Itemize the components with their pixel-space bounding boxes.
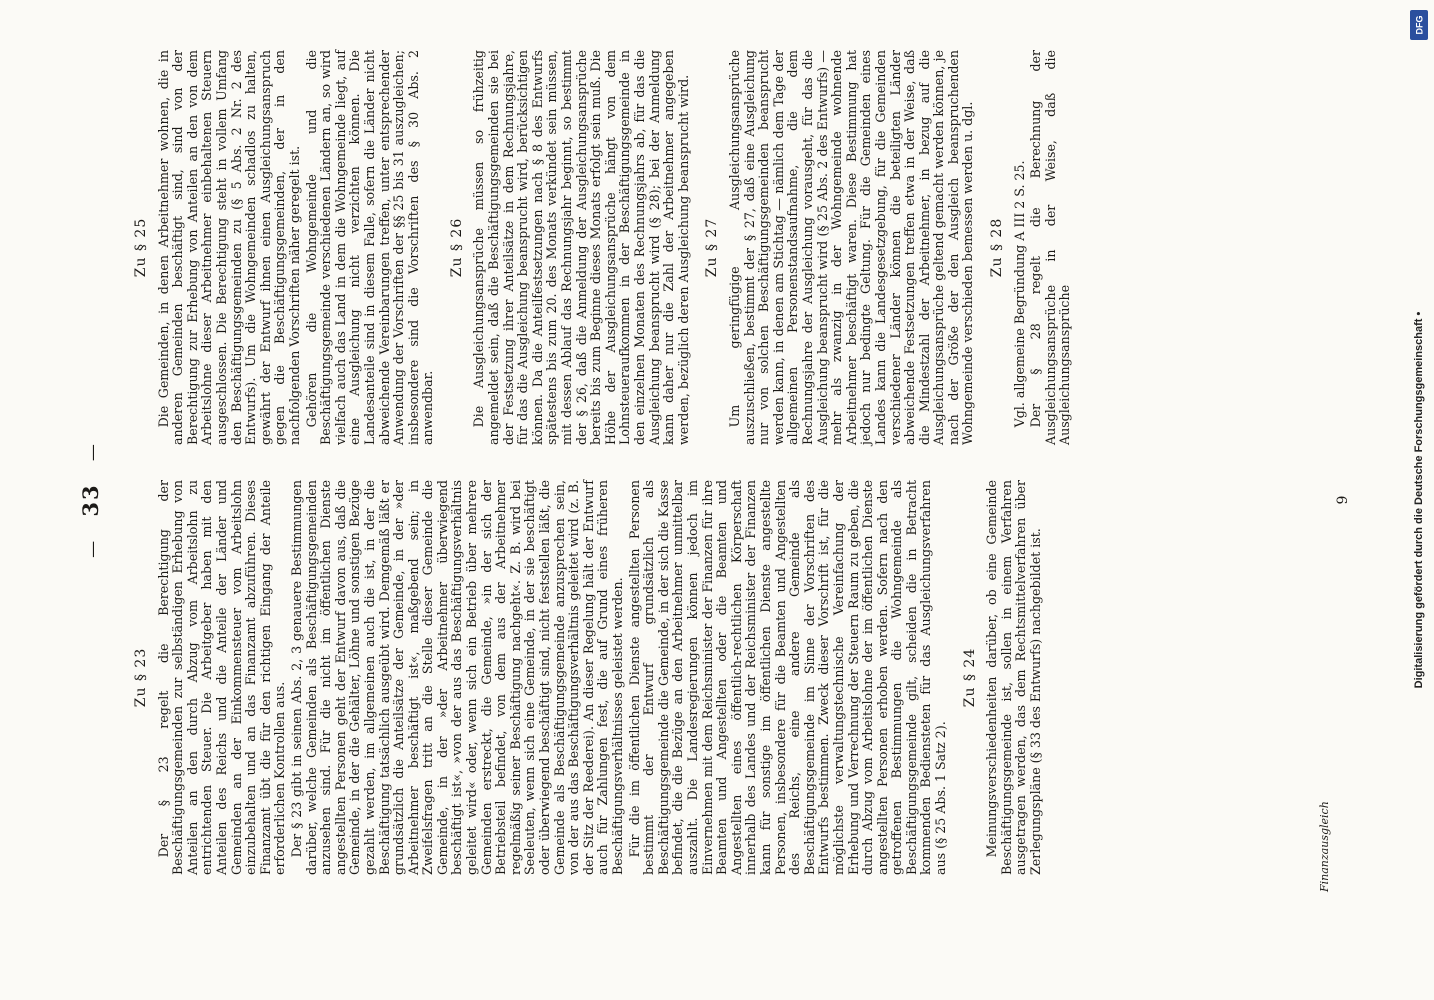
- paragraph: Die Ausgleichungsansprüche müssen so frühzeitig angemeldet sein, daß die Beschäftigungsgemeinden sie bei der Festsetzung ihrer Anteilsätze in dem Rechnungsjahre, für das die Ausgleichung beansprucht wird, berücksichtigen können. Da die Anteilfestsetzungen nach § 8 des Entwurfs spätestens bis zum 20. des Monats verkündet sein müssen, mit dessen Ablauf das Rechnungsjahr beginnt, so bestimmt der § 26, daß die Anmeldung der Ausgleichungsansprüche bereits bis zum Beginne dieses Monats erfolgt sein muß. Die Höhe der Ausgleichungsansprüche hängt von dem Lohnsteueraufkommen in der Beschäftigungsgemeinde in den einzelnen Monaten des Rechnungsjahrs ab, für das die Ausgleichung beansprucht wird (§ 28); bei der Anmeldung kann daher nur die Zahl der Arbeitnehmer angegeben werden, bezüglich deren Ausgleichung beansprucht wird.: [471, 50, 691, 445]
- paragraph: Die Gemeinden, in denen Arbeitnehmer wohnen, die in anderen Gemeinden beschäftigt sind, sind von der Berechtigung zur Erhebung von Anteilen an den von dem Arbeitslohne dieser Arbeitnehmer einbehaltenen Steuern ausgeschlossen. Die Berechtigung steht in vollem Umfang den Beschäftigungsgemeinden zu (§ 5 Abs. 2 Nr. 2 des Entwurfs). Um die Wohngemeinden schadlos zu halten, gewährt der Entwurf ihnen einen Ausgleichungsanspruch gegen die Beschäftigungsgemeinden, der in den nachfolgenden Vorschriften näher geregelt ist.: [155, 50, 302, 445]
- right-column: [130, 50, 1075, 445]
- left-column: [130, 480, 1046, 875]
- digitization-credit: [1404, 0, 1434, 1000]
- section-heading: Zu § 26: [448, 217, 465, 278]
- page-header: [78, 0, 103, 1000]
- digitization-credit-text: Digitalisierung gefördert durch die Deutsche Forschungsgemeinschaft •: [1413, 311, 1425, 689]
- paragraph: Vgl. allgemeine Begründung A III 2 S. 25.: [1011, 160, 1027, 428]
- header-dash-left: —: [83, 538, 103, 558]
- page-number-bottom: 9: [1335, 495, 1351, 505]
- section-heading: Zu § 28: [989, 217, 1006, 278]
- paragraph: Der § 23 gibt in seinen Abs. 2, 3 genauere Bestimmungen darüber, welche Gemeinden als Beschäftigungsgemeinden anzusehen sind. Für die nicht im öffentlichen Dienste angestellten Personen geht der Entwurf davon aus, daß die Gemeinde, in der die Gehälter, Löhne und sonstigen Bezüge gezahlt werden, im allgemeinen auch die ist, in der die Beschäftigung tatsächlich ausgeübt wird. Demgemäß läßt er grundsätzlich die Anteilsätze der Gemeinde, in der »der Arbeitnehmer beschäftigt ist«, maßgebend sein; in Zweifelsfragen tritt an die Stelle dieser Gemeinde die Gemeinde, in der »der Arbeitnehmer überwiegend beschäftigt ist«, »von der aus das Beschäftigungsverhältnis geleitet wird« oder, wenn sich ein Betrieb über mehrere Gemeinden erstreckt, die Gemeinde, »in der sich der Betriebsteil befindet, von dem aus der Arbeitnehmer regelmäßig seiner Beschäftigung nachgeht«. Z. B. wird bei Seeleuten, wenn sich eine Gemeinde, in der sie beschäftigt oder überwiegend beschäftigt sind, nicht feststellen läßt, die Gemeinde als Beschäftigungsgemeinde anzusprechen sein, von der aus das Beschäftigungsverhältnis geleitet wird (z. B. der Sitz der Reederei). An dieser Regelung hält der Entwurf auch für Zahlungen fest, die auf Grund eines früheren Beschäftigungsverhältnisses geleistet werden.: [288, 480, 625, 875]
- section-heading: Zu § 25: [133, 217, 149, 278]
- dfg-logo-icon: [1410, 10, 1428, 40]
- dfg-logo-text: DFG: [1414, 15, 1424, 35]
- paragraph: Meinungsverschiedenheiten darüber, ob eine Gemeinde Beschäftigungsgemeinde ist, sollen in einem Verfahren ausgetragen werden, das dem Rechtsmittelverfahren über Zerlegungspläne (§ 33 des Entwurfs) nachgebildet ist.: [984, 480, 1044, 875]
- paragraph: Der § 28 regelt die Berechnung der Ausgleichungsansprüche in der Weise, daß die Ausgleichungsansprüche: [1028, 50, 1073, 445]
- section-heading: Zu § 27: [704, 217, 721, 278]
- section-heading: Zu § 23: [133, 647, 149, 708]
- footer-signature: Finanzausgleich: [1318, 801, 1331, 892]
- paragraph: Gehören die Wohngemeinde und die Beschäftigungsgemeinde verschiedenen Ländern an, so wird vielfach auch das Land in dem die Wohngemeinde liegt, auf eine Ausgleichung nicht verzichten können. Die Landesanteile sind in diesem Falle, sofern die Länder nicht abweichende Vereinbarungen treffen, unter entsprechender Anwendung der Vorschriften der §§ 25 bis 31 auszugleichen; insbesondere sind die Vorschriften des § 30 Abs. 2 anwendbar.: [303, 50, 436, 445]
- paragraph: Für die im öffentlichen Dienste angestellten Personen bestimmt der Entwurf grundsätzlich als Beschäftigungsgemeinde die Gemeinde, in der sich die Kasse befindet, die die Bezüge an den Arbeitnehmer unmittelbar auszahlt. Die Landesregierungen können jedoch im Einvernehmen mit dem Reichsminister der Finanzen für ihre Beamten und Angestellten oder die Beamten und Angestellten eines öffentlich-rechtlichen Körperschaft innerhalb des Landes und der Reichsminister der Finanzen kann für sonstige im öffentlichen Dienste angestellte Personen, insbesondere für die Beamten und Angestellten des Reichs, eine andere Gemeinde als Beschäftigungsgemeinde im Sinne der Vorschriften des Entwurfs bestimmen. Zweck dieser Vorschrift ist, für die möglichste verwaltungstechnische Vereinfachung der Erhebung und Verrechnung der Steuern Raum zu geben, die durch Abzug vom Arbeitslohne der im öffentlichen Dienste angestellten Personen erhoben werden. Sofern nach den getroffenen Bestimmungen die Wohngemeinde als Beschäftigungsgemeinde gilt, scheiden die in Betracht kommenden Bediensteten für das Ausgleichungsverfahren aus (§ 25 Abs. 1 Satz 2).: [626, 480, 949, 875]
- header-dash-right: —: [83, 442, 103, 462]
- section-heading: Zu § 24: [961, 647, 978, 708]
- page-number-top: 33: [78, 483, 103, 517]
- paragraph: Der § 23 regelt die Berechtigung der Beschäftigungsgemeinden zur selbständigen Erhebung von Anteilen an den durch Abzug vom Arbeitslohn zu entrichtenden Steuer. Die Arbeitgeber haben mit den Anteilen des Reichs und die Anteile der Länder und Gemeinden an der Einkommensteuer vom Arbeitslohn einzubehalten und an das Finanzamt abzuführen. Dieses Finanzamt übt die für den richtigen Eingang der Anteile erforderlichen Kontrollen aus.: [155, 480, 288, 875]
- paragraph: Um geringfügige Ausgleichungsansprüche auszuschließen, bestimmt der § 27, daß eine Ausgleichung nur von solchen Beschäftigungsgemeinden beansprucht werden kann, in denen am Stichtag — nämlich dem Tage der allgemeinen Personenstandsaufnahme, die dem Rechnungsjahre der Ausgleichung vorausgeht, für das die Ausgleichung beansprucht wird (§ 25 Abs. 2 des Entwurfs) — mehr als zwanzig in der Wohngemeinde wohnende Arbeitnehmer beschäftigt waren. Diese Bestimmung hat jedoch nur bedingte Geltung. Für die Gemeinden eines Landes kann die Landesgesetzgebung, für die Gemeinden verschiedener Länder können die beteiligten Länder abweichende Festsetzungen treffen etwa in der Weise, daß die Mindestzahl der Arbeitnehmer, in bezug auf die Ausgleichungsansprüche geltend gemacht werden können, je nach der Größe der den Ausgleich beanspruchenden Wohngemeinde verschieden bemessen werden u. dgl.: [726, 50, 976, 445]
